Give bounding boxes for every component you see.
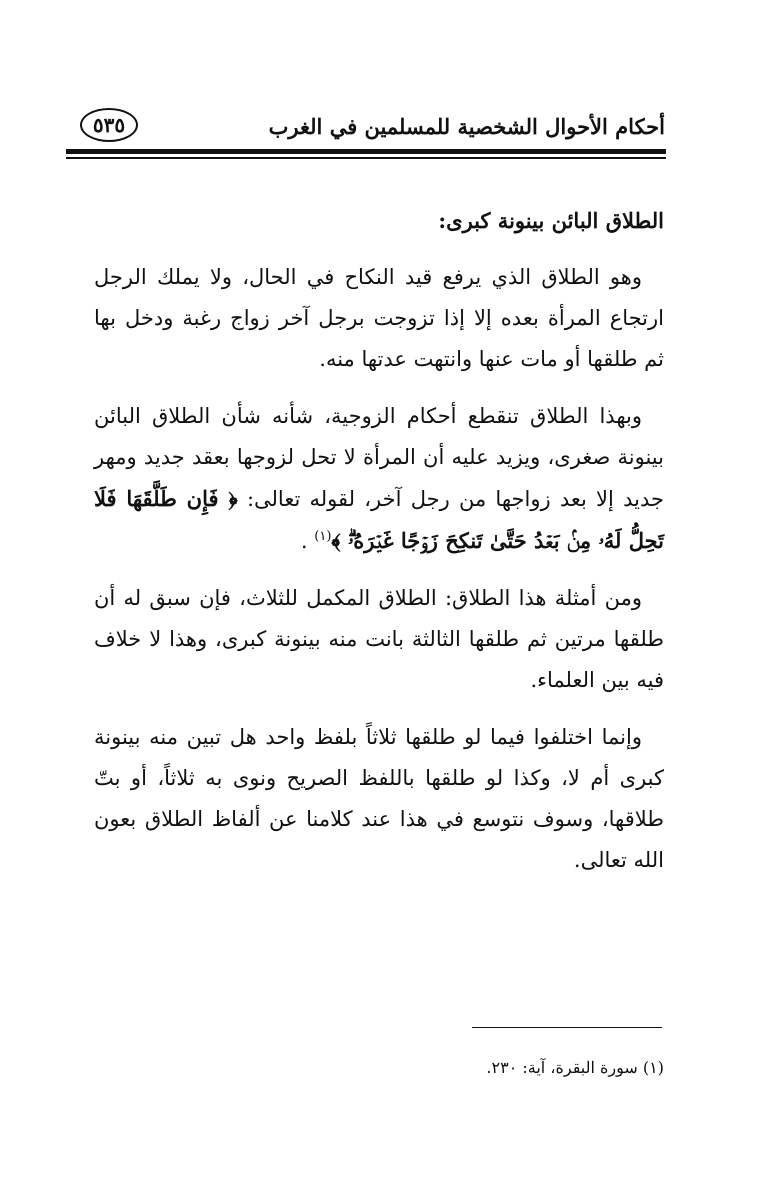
running-title: أحكام الأحوال الشخصية للمسلمين في الغرب xyxy=(268,114,665,139)
header-rule-thick xyxy=(66,149,666,154)
paragraph-text: وبهذا الطلاق تنقطع أحكام الزوجية، شأنه شأن الطلاق البائن بينونة صغرى، ويزيد عليه أن المرأة لا تحل لزوجها بعقد جديد ومهر جديد إلا بعد زواجها من رجل آخر، لقوله تعالى: xyxy=(94,404,664,511)
footnote-marker: (١) xyxy=(642,1058,664,1077)
paragraph-examples: ومن أمثلة هذا الطلاق: الطلاق المكمل للثلاث، فإن سبق له أن طلقها مرتين ثم طلقها الثالثة بانت منه بينونة كبرى، وهذا لا خلاف فيه بين العلماء. xyxy=(94,586,664,692)
paragraph-disagreement: وإنما اختلفوا فيما لو طلقها ثلاثاً بلفظ واحد هل تبين منه بينونة كبرى أم لا، وكذا لو طلقها باللفظ الصريح ونوى به ثلاثاً، أو بتّ طلاقها، وسوف نتوسع في هذا عند كلامنا عن ألفاظ الطلاق بعون الله تعالى. xyxy=(94,725,664,872)
page-header xyxy=(68,100,665,144)
main-text xyxy=(94,200,664,897)
quran-verse: ﴿ فَإِن طَلَّقَهَا فَلَا تَحِلُّ لَهُۥ مِنۢ بَعۡدُ حَتَّىٰ تَنكِحَ زَوۡجًا غَيۡرَهُۥۗ ﴾ xyxy=(94,486,664,553)
footnote xyxy=(94,1056,664,1080)
section-heading: الطلاق البائن بينونة كبرى: xyxy=(438,208,664,233)
page-number: ٥٣٥ xyxy=(80,108,138,142)
paragraph-with-verse xyxy=(94,396,664,562)
footnote-reference[interactable]: (١) xyxy=(314,529,332,544)
footnote-text: سورة البقرة، آية: ٢٣٠. xyxy=(486,1058,638,1077)
footnote-separator xyxy=(472,1027,662,1028)
paragraph-end: . xyxy=(300,529,308,553)
header-rule-thin xyxy=(66,157,666,159)
paragraph-definition: وهو الطلاق الذي يرفع قيد النكاح في الحال، ولا يملك الرجل ارتجاع المرأة بعده إلا إذا تزوجت برجل آخر زواج رغبة ودخل بها ثم طلقها أو مات عنها وانتهت عدتها منه. xyxy=(94,265,664,371)
